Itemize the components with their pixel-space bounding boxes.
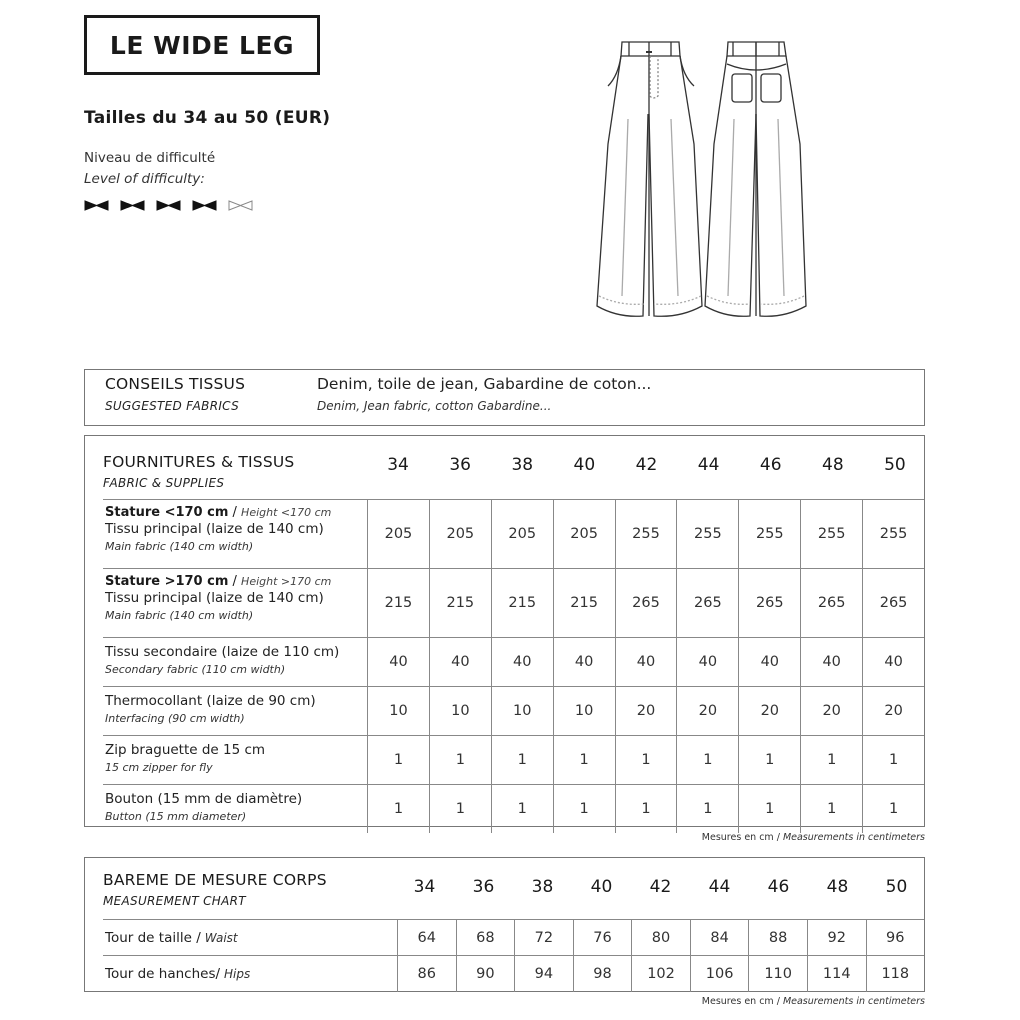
supply-value-cell: 1 xyxy=(615,736,677,784)
supplies-row xyxy=(103,568,924,637)
measurement-chart xyxy=(84,857,925,992)
sizes-range: Tailles du 34 au 50 (EUR) xyxy=(84,108,331,128)
back-view-drawing xyxy=(705,42,806,316)
separator: / xyxy=(228,574,242,589)
size-header-48: 48 xyxy=(822,455,844,475)
measure-size-header-40: 40 xyxy=(590,877,613,897)
bowtie-filled-icon xyxy=(192,200,217,211)
supply-value-cell: 20 xyxy=(800,687,862,735)
pattern-title-box xyxy=(84,15,320,75)
supply-value-cell: 255 xyxy=(738,500,800,568)
measurement-value-cell: 118 xyxy=(866,956,925,992)
supply-value-cell: 265 xyxy=(615,569,677,637)
supply-value-cell: 20 xyxy=(862,687,924,735)
units-note-fr: Mesures en cm / xyxy=(701,832,783,843)
supply-value-cell: 1 xyxy=(429,785,491,833)
measurement-label xyxy=(103,920,397,956)
supply-value-cell: 40 xyxy=(738,638,800,686)
measurements-label-en: MEASUREMENT CHART xyxy=(103,894,246,908)
supplies-row xyxy=(103,686,924,735)
measurement-value-cell: 80 xyxy=(631,920,690,956)
size-header-34: 34 xyxy=(387,455,409,475)
supply-name-fr: Tissu principal (laize de 140 cm) xyxy=(105,590,324,606)
measurement-value-cell: 68 xyxy=(456,920,515,956)
measurement-value-cell: 76 xyxy=(573,920,632,956)
supply-value-cell: 1 xyxy=(491,736,553,784)
size-header-36: 36 xyxy=(449,455,471,475)
supply-value-cell: 10 xyxy=(367,687,429,735)
supply-name-en: Secondary fabric (110 cm width) xyxy=(105,663,286,676)
supply-value-cell: 1 xyxy=(800,785,862,833)
height-label-en: Height <170 cm xyxy=(241,506,332,519)
suggested-fabrics-panel xyxy=(84,369,925,426)
size-header-46: 46 xyxy=(759,455,782,475)
supply-value-cell: 255 xyxy=(800,500,862,568)
fabrics-label-fr: CONSEILS TISSUS xyxy=(105,375,246,393)
supply-value-cell: 1 xyxy=(429,736,491,784)
supply-value-cell: 265 xyxy=(800,569,862,637)
measurement-value-cell: 98 xyxy=(573,956,632,992)
measurement-label-en: Waist xyxy=(204,931,238,945)
supply-value-cell: 40 xyxy=(676,638,738,686)
measurements-label-fr: BAREME DE MESURE CORPS xyxy=(103,871,327,889)
measure-size-header-48: 48 xyxy=(826,877,849,897)
supplies-row xyxy=(103,637,924,686)
supply-name-en: Main fabric (140 cm width) xyxy=(105,540,254,553)
supply-value-cell: 1 xyxy=(738,736,800,784)
measurement-value-cell: 94 xyxy=(514,956,573,992)
supplies-units-note xyxy=(702,832,925,843)
garment-flat-illustration xyxy=(588,34,808,326)
supply-value-cell: 1 xyxy=(553,785,615,833)
supply-value-cell: 215 xyxy=(491,569,553,637)
measurement-label-en: Hips xyxy=(224,967,251,981)
supply-value-cell: 205 xyxy=(553,500,615,568)
measurement-value-cell: 114 xyxy=(807,956,866,992)
supply-value-cell: 40 xyxy=(491,638,553,686)
supply-value-cell: 1 xyxy=(367,736,429,784)
supply-value-cell: 1 xyxy=(367,785,429,833)
supply-value-cell: 255 xyxy=(615,500,677,568)
bowtie-empty-icon xyxy=(228,200,253,211)
supply-description xyxy=(103,687,367,735)
size-header-50: 50 xyxy=(884,455,906,475)
supply-value-cell: 1 xyxy=(553,736,615,784)
supply-value-cell: 40 xyxy=(800,638,862,686)
measurements-units-note xyxy=(702,996,925,1007)
supply-value-cell: 255 xyxy=(862,500,924,568)
separator: / xyxy=(228,505,242,520)
supply-description xyxy=(103,785,367,833)
supplies-row xyxy=(103,784,924,833)
supply-value-cell: 1 xyxy=(676,736,738,784)
supply-value-cell: 215 xyxy=(429,569,491,637)
measure-size-header-38: 38 xyxy=(531,877,554,897)
measure-size-header-34: 34 xyxy=(413,877,436,897)
supply-value-cell: 1 xyxy=(862,736,924,784)
size-header-44: 44 xyxy=(697,455,720,475)
supply-description xyxy=(103,638,367,686)
measurement-value-cell: 64 xyxy=(397,920,456,956)
supply-value-cell: 265 xyxy=(676,569,738,637)
units-note-en: Measurements in centimeters xyxy=(782,832,925,843)
stature-label: Stature <170 cm xyxy=(105,505,229,520)
fabrics-label-en: SUGGESTED FABRICS xyxy=(105,399,240,413)
measurement-label-fr: Tour de taille / xyxy=(105,930,201,946)
supply-value-cell: 255 xyxy=(676,500,738,568)
fabrics-value-en: Denim, Jean fabric, cotton Gabardine... xyxy=(317,399,552,413)
supply-value-cell: 40 xyxy=(367,638,429,686)
supply-name-en: Button (15 mm diameter) xyxy=(105,810,247,823)
stature-label: Stature >170 cm xyxy=(105,574,229,589)
supply-value-cell: 10 xyxy=(553,687,615,735)
supply-value-cell: 10 xyxy=(429,687,491,735)
supply-value-cell: 1 xyxy=(738,785,800,833)
measure-size-header-44: 44 xyxy=(708,877,731,897)
difficulty-rating xyxy=(84,200,253,211)
supply-description xyxy=(103,500,367,568)
supply-value-cell: 265 xyxy=(738,569,800,637)
supply-value-cell: 20 xyxy=(676,687,738,735)
supply-name-en: 15 cm zipper for fly xyxy=(105,761,213,774)
height-label-en: Height >170 cm xyxy=(241,575,332,588)
bowtie-filled-icon xyxy=(84,200,109,211)
supplies-grid xyxy=(103,499,924,833)
supply-name-fr: Zip braguette de 15 cm xyxy=(105,742,266,758)
units-note-en: Measurements in centimeters xyxy=(782,996,925,1007)
supplies-label-fr: FOURNITURES & TISSUS xyxy=(103,453,295,471)
size-header-42: 42 xyxy=(635,455,658,475)
supply-value-cell: 1 xyxy=(615,785,677,833)
measurement-label xyxy=(103,956,397,992)
measurement-value-cell: 72 xyxy=(514,920,573,956)
supply-value-cell: 1 xyxy=(800,736,862,784)
measurement-value-cell: 90 xyxy=(456,956,515,992)
units-note-fr: Mesures en cm / xyxy=(701,996,783,1007)
measurement-row xyxy=(103,955,924,992)
supply-value-cell: 20 xyxy=(615,687,677,735)
measure-size-header-42: 42 xyxy=(649,877,672,897)
supply-value-cell: 1 xyxy=(491,785,553,833)
supply-name-en: Interfacing (90 cm width) xyxy=(105,712,245,725)
supply-value-cell: 205 xyxy=(429,500,491,568)
supply-value-cell: 1 xyxy=(862,785,924,833)
supplies-row xyxy=(103,735,924,784)
supply-value-cell: 205 xyxy=(491,500,553,568)
supply-description xyxy=(103,736,367,784)
measurement-row xyxy=(103,919,924,956)
measurement-value-cell: 106 xyxy=(690,956,749,992)
supply-name-fr: Thermocollant (laize de 90 cm) xyxy=(105,693,316,709)
measurement-value-cell: 110 xyxy=(748,956,807,992)
supplies-row xyxy=(103,499,924,568)
difficulty-label-en: Level of difficulty: xyxy=(84,171,205,187)
supply-value-cell: 40 xyxy=(862,638,924,686)
supply-value-cell: 265 xyxy=(862,569,924,637)
supply-name-fr: Tissu secondaire (laize de 110 cm) xyxy=(105,644,340,660)
supply-value-cell: 215 xyxy=(553,569,615,637)
supply-value-cell: 205 xyxy=(367,500,429,568)
supply-name-fr: Tissu principal (laize de 140 cm) xyxy=(105,521,324,537)
measure-size-header-36: 36 xyxy=(472,877,495,897)
measure-size-header-46: 46 xyxy=(767,877,790,897)
measurement-label-fr: Tour de hanches/ xyxy=(105,966,221,982)
measurement-value-cell: 88 xyxy=(748,920,807,956)
fabrics-value-fr: Denim, toile de jean, Gabardine de coton... xyxy=(317,375,652,393)
measurement-value-cell: 84 xyxy=(690,920,749,956)
supply-value-cell: 40 xyxy=(615,638,677,686)
supply-value-cell: 40 xyxy=(553,638,615,686)
measurement-value-cell: 102 xyxy=(631,956,690,992)
measurement-value-cell: 96 xyxy=(866,920,925,956)
size-header-40: 40 xyxy=(573,455,596,475)
bowtie-filled-icon xyxy=(156,200,181,211)
bowtie-filled-icon xyxy=(120,200,145,211)
difficulty-label-fr: Niveau de difficulté xyxy=(84,150,216,166)
supply-value-cell: 40 xyxy=(429,638,491,686)
supply-value-cell: 20 xyxy=(738,687,800,735)
supply-value-cell: 10 xyxy=(491,687,553,735)
supply-value-cell: 215 xyxy=(367,569,429,637)
measurement-value-cell: 92 xyxy=(807,920,866,956)
supply-name-fr: Bouton (15 mm de diamètre) xyxy=(105,791,303,807)
measurement-value-cell: 86 xyxy=(397,956,456,992)
supply-name-en: Main fabric (140 cm width) xyxy=(105,609,254,622)
supply-value-cell: 1 xyxy=(676,785,738,833)
front-view-drawing xyxy=(597,42,702,316)
supply-description xyxy=(103,569,367,637)
pattern-title: LE WIDE LEG xyxy=(109,30,295,60)
measure-size-header-50: 50 xyxy=(885,877,908,897)
size-header-38: 38 xyxy=(511,455,534,475)
supplies-table xyxy=(84,435,925,827)
supplies-label-en: FABRIC & SUPPLIES xyxy=(103,476,225,490)
